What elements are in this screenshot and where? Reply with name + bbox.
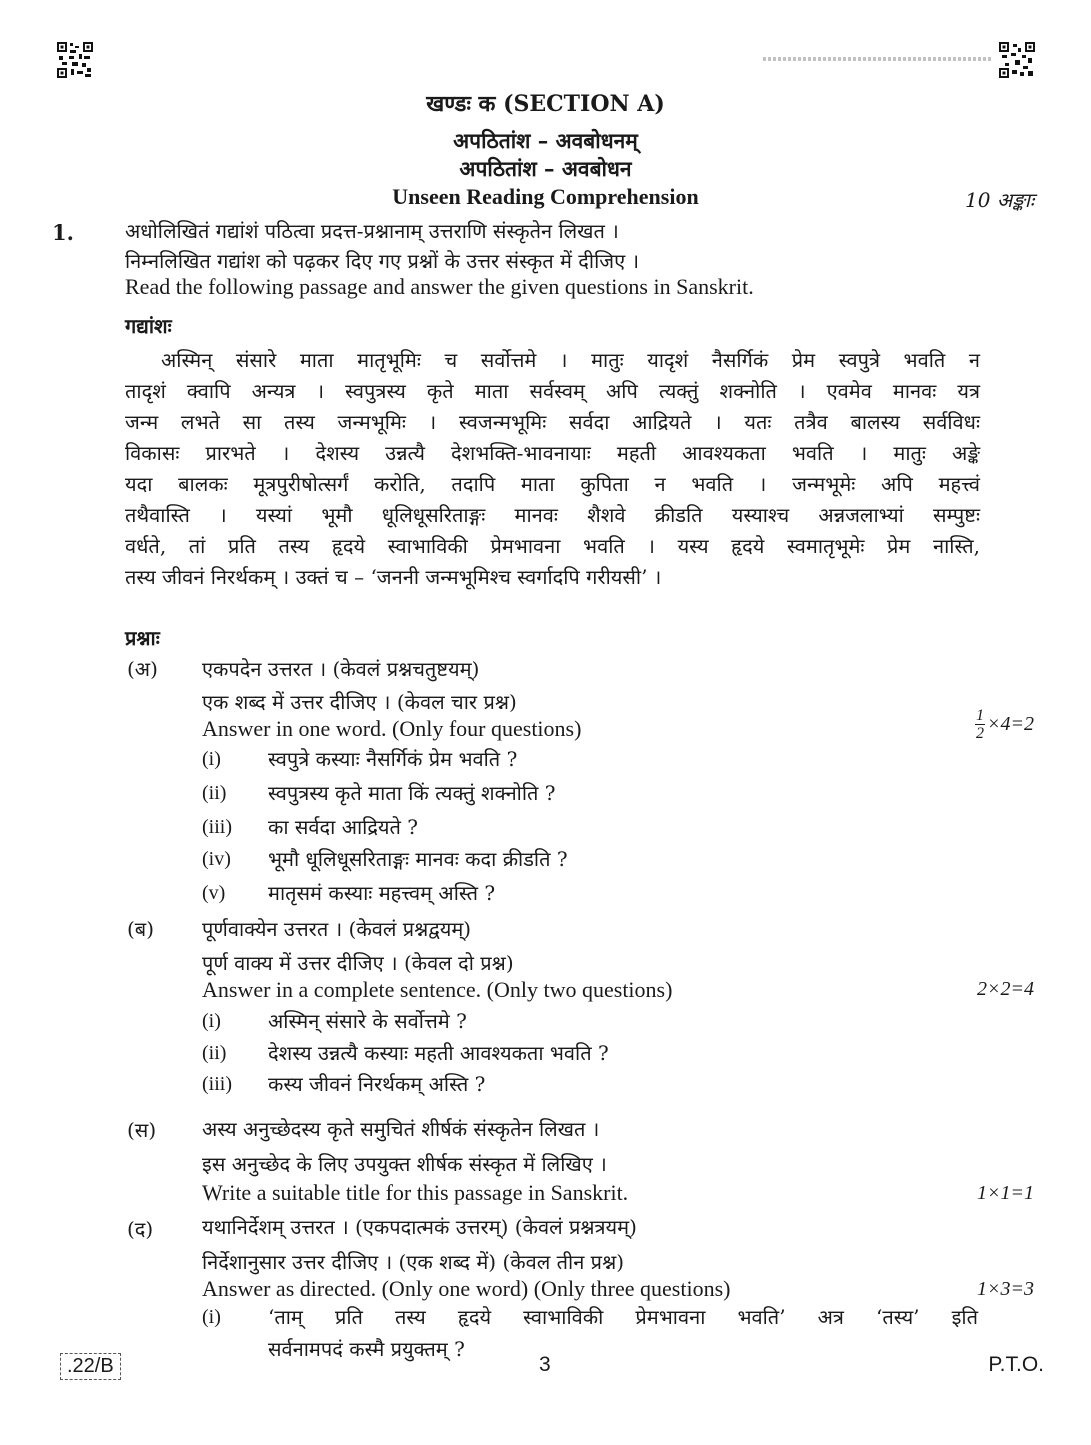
question-item-no: (iii) — [202, 816, 232, 838]
question-item-no: (i) — [202, 1306, 221, 1328]
question-item: स्वपुत्रस्य कृते माता किं त्यक्तुं शक्नोति ? — [268, 781, 556, 805]
passage-line: वर्धते, तां प्रति तस्य हृदये स्वाभाविकी प्रेमभावना भवति । यस्य हृदये स्वमातृभूमेः प्रेम नास्ति, — [125, 534, 980, 558]
part-a-instruction-sanskrit: एकपदेन उत्तरत । (केवलं प्रश्नचतुष्टयम्) — [202, 657, 480, 681]
part-c-instruction-sanskrit: अस्य अनुच्छेदस्य कृते समुचितं शीर्षकं संस्कृतेन लिखत । — [202, 1117, 600, 1141]
page-number: 3 — [539, 1353, 551, 1376]
marks-numerator: 1 — [976, 707, 984, 724]
question-item: भूमौ धूलिधूसरिताङ्गः मानवः कदा क्रीडति ? — [268, 847, 568, 871]
questions-label: प्रश्नाः — [125, 626, 160, 650]
instruction-sanskrit: अधोलिखितं गद्यांशं पठित्वा प्रदत्त-प्रश्नानाम् उत्तराणि संस्कृतेन लिखत । — [125, 219, 619, 243]
part-b-instruction-english: Answer in a complete sentence. (Only two questions) — [202, 977, 673, 1002]
passage-label: गद्यांशः — [125, 314, 172, 338]
question-item-no: (v) — [202, 882, 226, 904]
part-c-instruction-hindi: इस अनुच्छेद के लिए उपयुक्त शीर्षक संस्कृत में लिखिए । — [202, 1152, 607, 1176]
title-sanskrit: अपठितांश – अवबोधनम् — [453, 128, 638, 153]
question-item-no: (ii) — [202, 1042, 227, 1064]
question-item: का सर्वदा आद्रियते ? — [268, 815, 419, 839]
marks-multiplier: ×4=2 — [987, 713, 1034, 735]
question-item-continued: सर्वनामपदं कस्मै प्रयुक्तम् ? — [268, 1337, 465, 1361]
passage-line: यदा बालकः मूत्रपुरीषोत्सर्गं करोति, तदापि माता कुपिता न भवति । जन्मभूमेः अपि महत्त्वं — [125, 472, 980, 496]
micro-text-strip — [763, 57, 991, 61]
question-item: देशस्य उन्नत्यै कस्याः महती आवश्यकता भवति ? — [268, 1041, 609, 1065]
qr-code-right — [999, 42, 1035, 78]
question-item-no: (iv) — [202, 848, 231, 870]
question-item: ‘ताम् प्रति तस्य हृदये स्वाभाविकी प्रेमभावना भवति’ अत्र ‘तस्य’ इति — [268, 1305, 978, 1329]
part-d-instruction-hindi: निर्देशानुसार उत्तर दीजिए । (एक शब्द में) (केवल तीन प्रश्न) — [202, 1250, 625, 1274]
part-a-label: (अ) — [127, 657, 158, 681]
part-b-label: (ब) — [127, 917, 155, 941]
title-hindi: अपठितांश – अवबोधन — [459, 156, 632, 181]
passage-line: अस्मिन् संसारे माता मातृभूमिः च सर्वोत्तमे । मातुः यादृशं नैसर्गिकं प्रेम स्वपुत्रे भवति न — [161, 348, 980, 372]
part-c-instruction-english: Write a suitable title for this passage in Sanskrit. — [202, 1180, 629, 1205]
passage-line: तादृशं क्वापि अन्यत्र । स्वपुत्रस्य कृते माता सर्वस्वम् अपि त्यक्तुं शक्नोति । एवमेव मानवः यत्र — [125, 379, 980, 403]
paper-code: .22/B — [60, 1353, 121, 1380]
passage-line: तस्य जीवनं निरर्थकम् । उक्तं च – ‘जननी जन्मभूमिश्च स्वर्गादपि गरीयसी’ । — [125, 565, 662, 589]
part-b-marks: 2×2=4 — [977, 978, 1034, 1000]
part-c-label: (स) — [127, 1118, 157, 1142]
instruction-hindi: निम्नलिखित गद्यांश को पढ़कर दिए गए प्रश्नों के उत्तर संस्कृत में दीजिए । — [125, 249, 640, 273]
title-english: Unseen Reading Comprehension — [392, 184, 699, 209]
part-b-instruction-hindi: पूर्ण वाक्य में उत्तर दीजिए । (केवल दो प्रश्न) — [202, 951, 514, 975]
part-c-marks: 1×1=1 — [977, 1182, 1034, 1204]
marks-denominator: 2 — [976, 725, 984, 742]
question-item-no: (i) — [202, 1010, 221, 1032]
passage-line: जन्म लभते सा तस्य जन्मभूमिः । स्वजन्मभूमिः सर्वदा आद्रियते । यतः तत्रैव बालस्य सर्वविधः — [125, 410, 980, 434]
passage — [125, 345, 980, 593]
qr-code-icon — [57, 42, 93, 78]
part-a-marks — [975, 707, 1034, 742]
passage-line: तथैवास्ति । यस्यां भूमौ धूलिधूसरिताङ्गः मानवः शैशवे क्रीडति यस्याश्च अन्नजलाभ्यां सम्पुष्टः — [125, 503, 980, 527]
part-b-instruction-sanskrit: पूर्णवाक्येन उत्तरत । (केवलं प्रश्नद्वयम्) — [202, 917, 472, 941]
question-item-no: (i) — [202, 748, 221, 770]
qr-code-left — [57, 42, 93, 78]
instruction-english: Read the following passage and answer the given questions in Sanskrit. — [125, 274, 754, 299]
section-marks: 10 अङ्काः — [965, 188, 1034, 212]
part-d-instruction-english: Answer as directed. (Only one word) (Only three questions) — [202, 1276, 731, 1301]
part-d-instruction-sanskrit: यथानिर्देशम् उत्तरत । (एकपदात्मकं उत्तरम्) (केवलं प्रश्नत्रयम्) — [202, 1215, 637, 1239]
question-item-no: (ii) — [202, 782, 227, 804]
question-item: स्वपुत्रे कस्याः नैसर्गिकं प्रेम भवति ? — [268, 747, 518, 771]
please-turn-over: P.T.O. — [988, 1353, 1044, 1376]
question-item: मातृसमं कस्याः महत्त्वम् अस्ति ? — [268, 881, 496, 905]
question-number: 1. — [52, 220, 74, 245]
question-item-no: (iii) — [202, 1073, 232, 1095]
question-item: कस्य जीवनं निरर्थकम् अस्ति ? — [268, 1072, 486, 1096]
part-a-instruction-english: Answer in one word. (Only four questions) — [202, 716, 582, 741]
section-heading: खण्डः क (SECTION A) — [426, 91, 665, 117]
part-d-marks: 1×3=3 — [977, 1278, 1034, 1300]
part-a-instruction-hindi: एक शब्द में उत्तर दीजिए । (केवल चार प्रश्न) — [202, 690, 517, 714]
question-item: अस्मिन् संसारे के सर्वोत्तमे ? — [268, 1009, 467, 1033]
qr-code-icon — [999, 42, 1035, 78]
passage-line: विकासः प्रारभते । देशस्य उन्नत्यै देशभक्ति-भावनायाः महती आवश्यकता भवति । मातुः अङ्के — [125, 441, 980, 465]
part-d-label: (द) — [127, 1217, 154, 1241]
